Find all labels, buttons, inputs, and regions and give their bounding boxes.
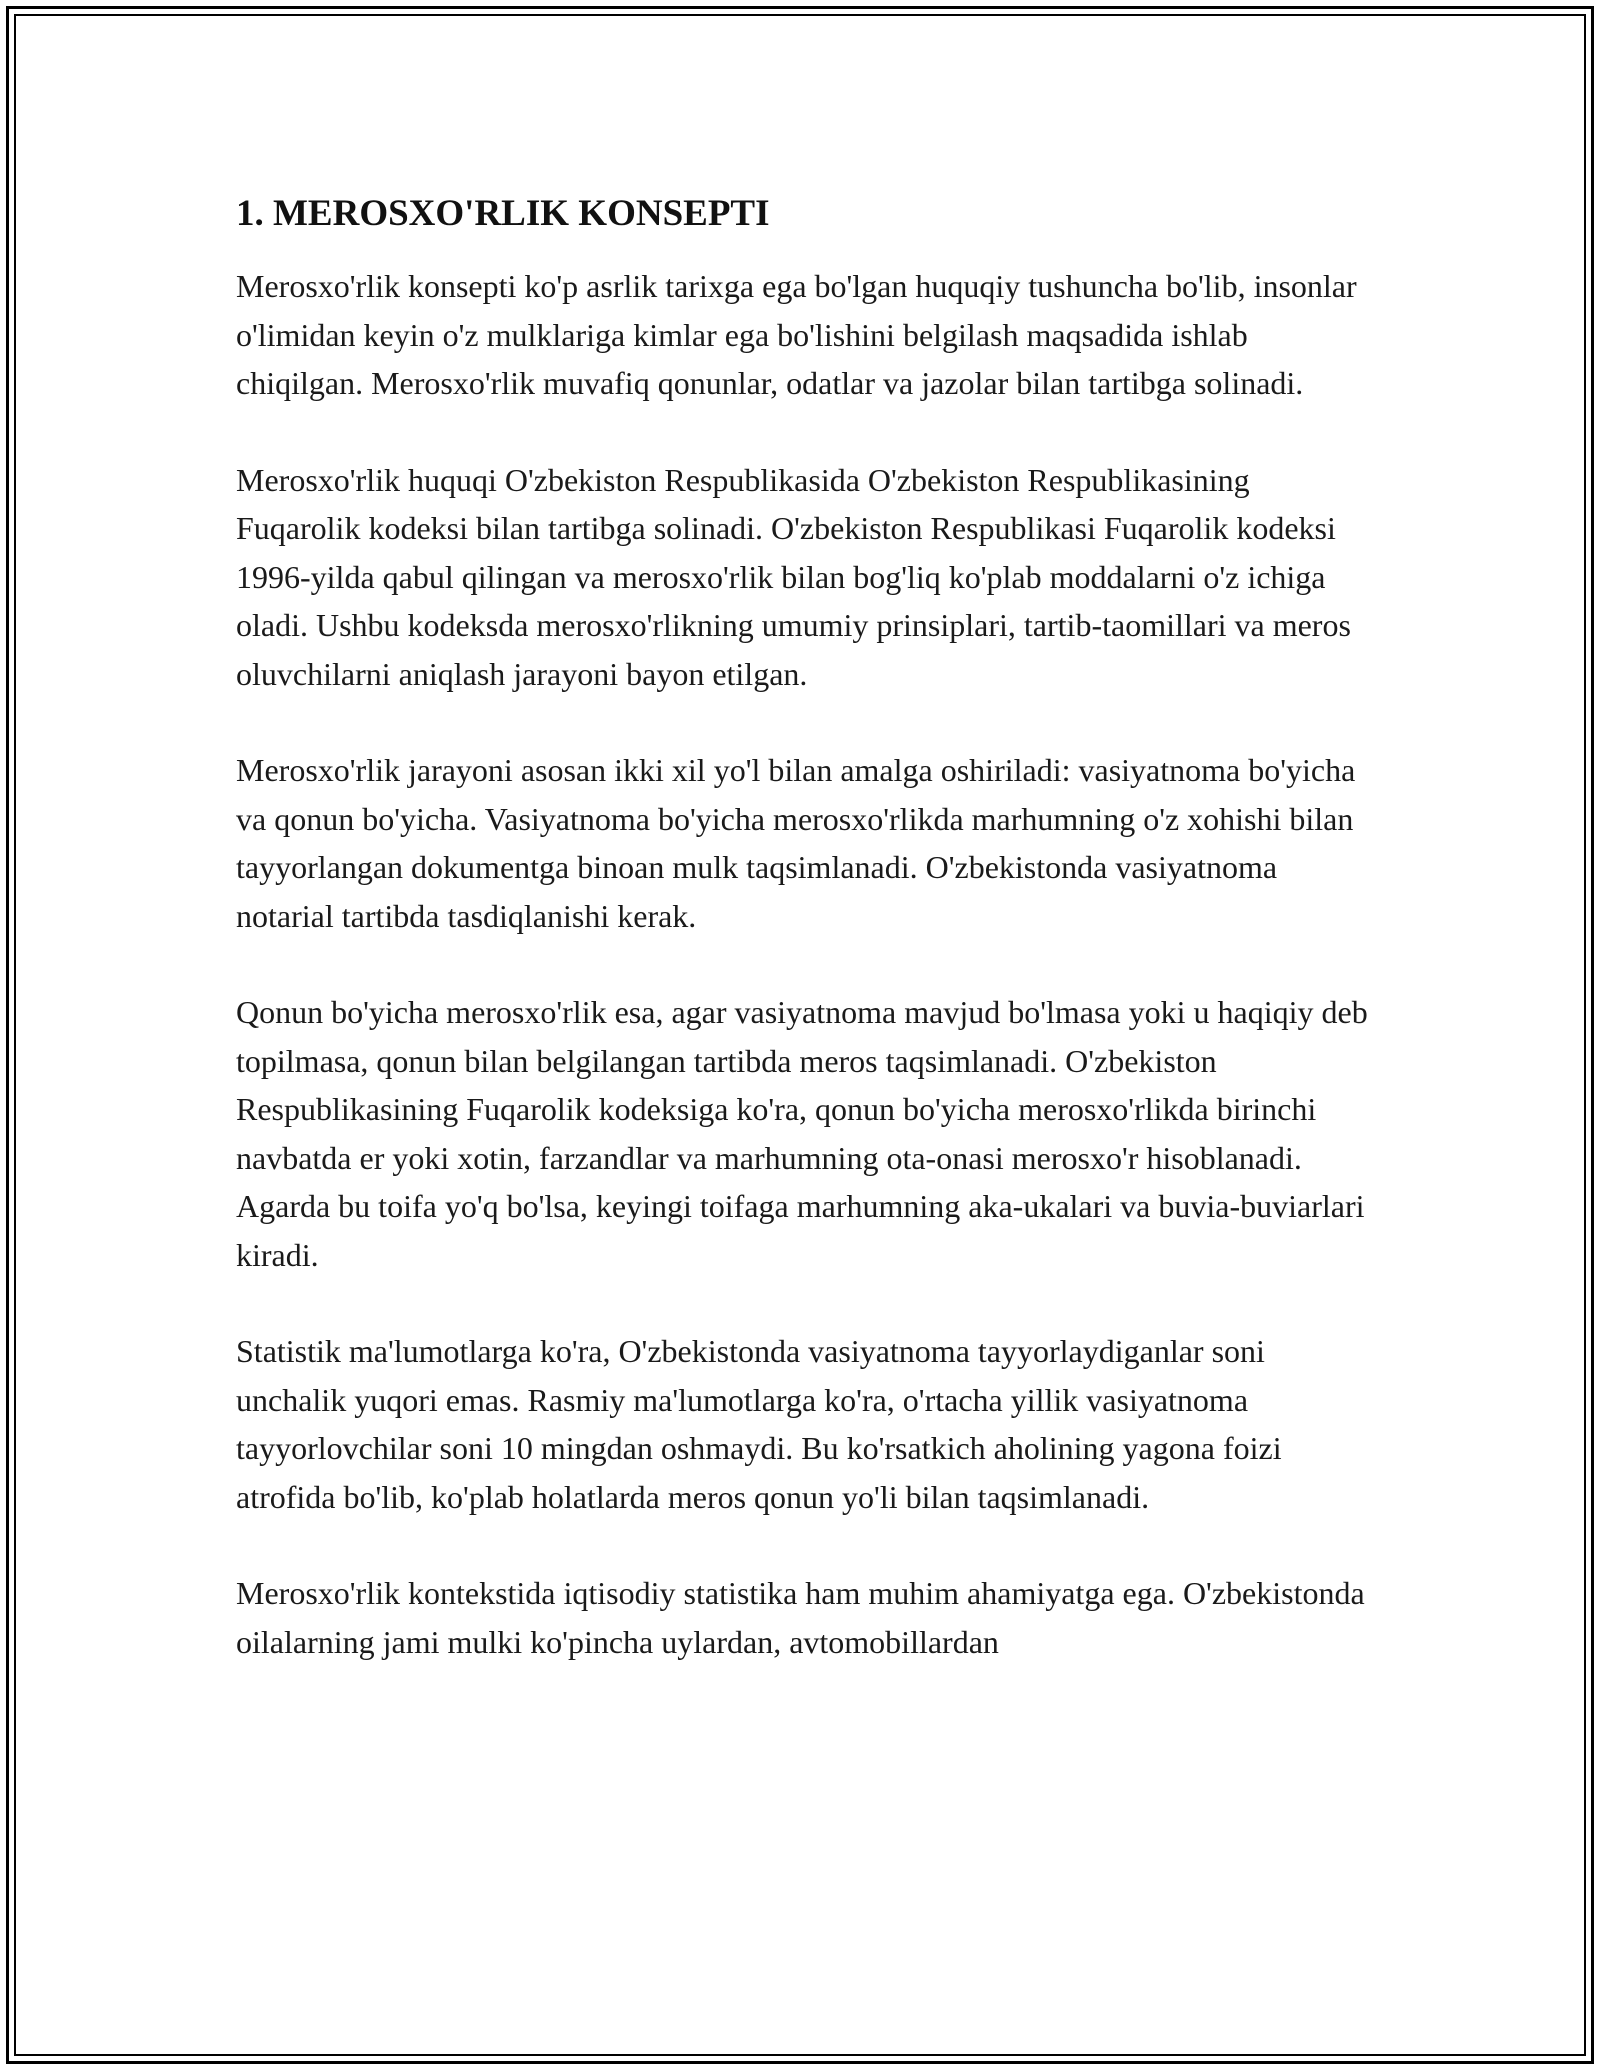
paragraph-5: Statistik ma'lumotlarga ko'ra, O'zbekistonda vasiyatnoma tayyorlaydiganlar soni unchalik yuqori emas. Rasmiy ma'lumotlarga ko'ra, o'rtacha yillik vasiyatnoma tayyorlovchilar soni 10 mingdan oshmaydi. Bu ko'rsatkich aholining yagona foizi atrofida bo'lib, ko'plab holatlarda meros qonun yo'li bilan taqsimlanadi. [236, 1333, 1282, 1515]
paragraph-4: Qonun bo'yicha merosxo'rlik esa, agar vasiyatnoma mavjud bo'lmasa yoki u haqiqiy deb topilmasa, qonun bilan belgilangan tartibda meros taqsimlanadi. O'zbekiston Respublikasining Fuqarolik kodeksiga ko'ra, qonun bo'yicha merosxo'rlikda birinchi navbatda er yoki xotin, farzandlar va marhumning ota-onasi merosxo'r hisoblanadi. Agarda bu toifa yo'q bo'lsa, keyingi toifaga marhumning aka-ukalari va buvia-buviarlari kiradi. [236, 994, 1368, 1273]
paragraph-2: Merosxo'rlik huquqi O'zbekiston Respublikasida O'zbekiston Respublikasining Fuqarolik kodeksi bilan tartibga solinadi. O'zbekiston Respublikasi Fuqarolik kodeksi 1996-yilda qabul qilingan va merosxo'rlik bilan bog'liq ko'plab moddalarni o'z ichiga oladi. Ushbu kodeksda merosxo'rlikning umumiy prinsiplari, tartib-taomillari va meros oluvchilarni aniqlash jarayoni bayon etilgan. [236, 461, 1351, 692]
paragraph-3: Merosxo'rlik jarayoni asosan ikki xil yo'l bilan amalga oshiriladi: vasiyatnoma bo'yicha va qonun bo'yicha. Vasiyatnoma bo'yicha merosxo'rlikda marhumning o'z xohishi bilan tayyorlangan dokumentga binoan mulk taqsimlanadi. O'zbekistonda vasiyatnoma notarial tartibda tasdiqlanishi kerak. [236, 752, 1356, 934]
paragraph-1: Merosxo'rlik konsepti ko'p asrlik tarixga ega bo'lgan huquqiy tushuncha bo'lib, insonlar o'limidan keyin o'z mulklariga kimlar ega bo'lishini belgilash maqsadida ishlab chiqilgan. Merosxo'rlik muvafiq qonunlar, odatlar va jazolar bilan tartibga solinadi. [236, 268, 1357, 401]
section-title: 1. MEROSXO'RLIK KONSEPTI [236, 193, 770, 234]
paragraph-6: Merosxo'rlik kontekstida iqtisodiy statistika ham muhim ahamiyatga ega. O'zbekistonda oilalarning jami mulki ko'pincha uylardan, avtomobillardan [236, 1575, 1365, 1660]
document-body [236, 188, 1376, 1714]
